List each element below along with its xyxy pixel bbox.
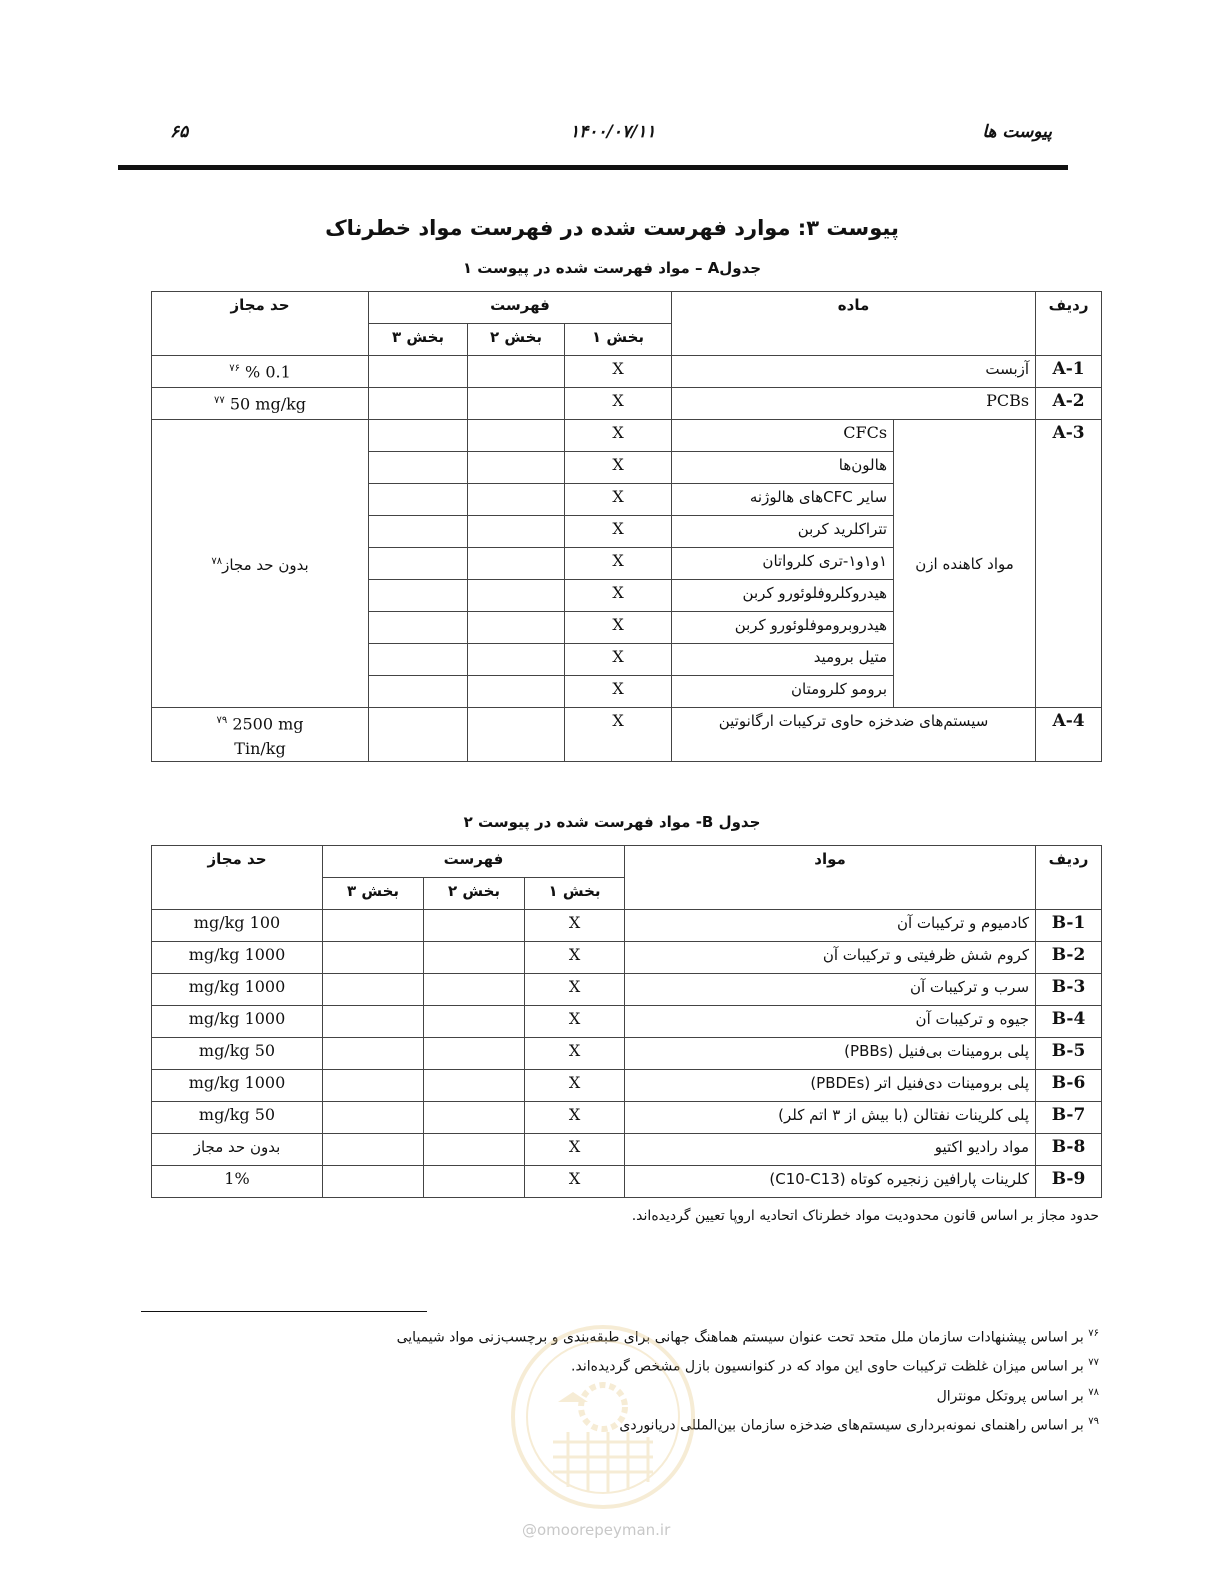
- header-limit: حد مجاز: [152, 846, 323, 910]
- header-row-id: ردیف: [1036, 846, 1102, 910]
- table-b: [151, 845, 1102, 1198]
- table-row: B-8 مواد رادیو اکتیو X بدون حد مجاز: [152, 1134, 1102, 1166]
- watermark-seal-icon: [508, 1322, 698, 1512]
- table-a: ردیف ماده فهرست حد مجاز بخش ۱ بخش ۲ بخش ۳ A-1 آزبست X $^{۷۶}$ % 0.1 A-2 PCBs X $^{۷۷}$ 50 mg/kg A-3 مواد کاهنده ازن CFCs X بدون حد مجاز$^{۷۸}$ هالون‌ها X سایر CFCهای هالوژنه X تتراکلرید کربن X ۱و۱و۱-تری کلرواتان X هیدروکلروفلوئورو کربن X هیدروبروموفلوئورو کربن X متیل بروميد X برومو کلرومتان X A-4 سیستم‌های ضدخزه حاوی ترکیبات ارگانوتین X $^{۷۹}$ 2500 mg Tin/kg: [151, 291, 1102, 762]
- table-row: B-3 سرب و ترکیبات آن X 1000 mg/kg: [152, 974, 1102, 1006]
- page-number: ۶۵: [170, 122, 189, 142]
- ozone-group: مواد کاهنده ازن: [894, 420, 1036, 708]
- footnote-78: $^{۷۸}$ بر اساس پروتکل مونترال: [936, 1387, 1099, 1405]
- limits-note: حدود مجاز بر اساس قانون محدودیت مواد خطرناک اتحادیه اروپا تعیین گردیده‌اند.: [631, 1208, 1099, 1224]
- table-row: A-3 مواد کاهنده ازن CFCs X بدون حد مجاز$^{۷۸}$: [152, 420, 1102, 452]
- table-row: A-2 PCBs X $^{۷۷}$ 50 mg/kg: [152, 388, 1102, 420]
- table-row: B-5 پلی برومینات بی‌فنیل (PBBs) X 50 mg/kg: [152, 1038, 1102, 1070]
- table-row: A-1 آزبست X $^{۷۶}$ % 0.1: [152, 356, 1102, 388]
- table-row: B-7 پلی کلرینات نفتالن (با بیش از ۳ اتم کلر) X 50 mg/kg: [152, 1102, 1102, 1134]
- header-part2: بخش ۲: [424, 878, 525, 910]
- watermark-text: @omoorepeyman.ir: [522, 1521, 671, 1539]
- header-material: مواد: [625, 846, 1036, 910]
- page-title: پیوست ۳: موارد فهرست شده در فهرست مواد خطرناک: [325, 216, 899, 240]
- table-a-caption: جدولA – مواد فهرست شده در پیوست ۱: [462, 259, 762, 277]
- footnote-76: $^{۷۶}$ بر اساس پیشنهادات سازمان ملل متحد تحت عنوان سیستم هماهنگ جهانی برای طبقه‌بندی و برچسب‌زنی مواد شیمیایی: [396, 1328, 1099, 1346]
- table-row: B-6 پلی برومینات دی‌فنیل اتر (PBDEs) X 1000 mg/kg: [152, 1070, 1102, 1102]
- header-part2: بخش ۲: [468, 324, 565, 356]
- header-limit: حد مجاز: [152, 292, 369, 356]
- table-row: B-1 کادمیوم و ترکیبات آن X 100 mg/kg: [152, 910, 1102, 942]
- header-list: فهرست: [323, 846, 625, 878]
- table-b-caption: جدول B- مواد فهرست شده در پیوست ۲: [463, 813, 761, 831]
- header-rule: [118, 165, 1068, 170]
- table-row: B-4 جیوه و ترکیبات آن X 1000 mg/kg: [152, 1006, 1102, 1038]
- footnote-77: $^{۷۷}$ بر اساس میزان غلظت ترکیبات حاوی این مواد که در کنوانسیون بازل مشخص گردیده‌اند.: [571, 1357, 1099, 1375]
- table-row: B-2 کروم شش ظرفیتی و ترکیبات آن X 1000 mg/kg: [152, 942, 1102, 974]
- header-material: ماده: [672, 292, 1036, 356]
- table-row: B-9 کلرینات پارافین زنجیره کوتاه (C10-C13) X 1%: [152, 1166, 1102, 1198]
- ozone-limit: بدون حد مجاز$^{۷۸}$: [152, 420, 369, 708]
- header-row-id: ردیف: [1036, 292, 1102, 356]
- header-list: فهرست: [369, 292, 672, 324]
- header-part1: بخش ۱: [565, 324, 672, 356]
- header-part1: بخش ۱: [525, 878, 625, 910]
- table-row: A-4 سیستم‌های ضدخزه حاوی ترکیبات ارگانوتین X $^{۷۹}$ 2500 mg Tin/kg: [152, 708, 1102, 762]
- header-part3: بخش ۳: [323, 878, 424, 910]
- header-section: پیوست ها: [982, 122, 1052, 142]
- footnote-rule: [141, 1311, 427, 1312]
- header-date: ۱۴۰۰/۰۷/۱۱: [570, 122, 656, 142]
- header-part3: بخش ۳: [369, 324, 468, 356]
- footnote-79: $^{۷۹}$ بر اساس راهنمای نمونه‌برداری سیستم‌های ضدخزه سازمان بین‌المللی دریانوردی: [619, 1416, 1099, 1434]
